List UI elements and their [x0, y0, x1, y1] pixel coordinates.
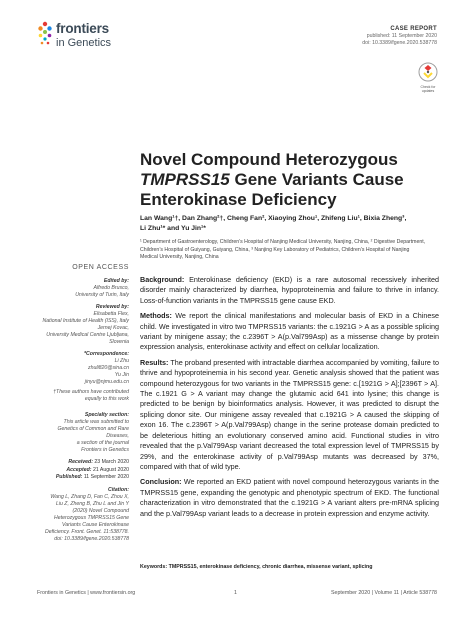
conclusion-text: We reported an EKD patient with novel compound heterozygous variants in the TMPRSS15 gene, expanding the genotypic and phenotypic spectrum of EKD. The functional characterization in vitro demonstrated that the c.1921G > A variant alters pre-mRNA splicing and the p.Val799Asp variant leads to a decrease in protein expression and enzyme activity.	[140, 477, 439, 518]
specialty-line: Frontiers in Genetics	[81, 447, 129, 453]
background-text: Enterokinase deficiency (EKD) is a rare autosomal recessively inherited disorder mainly characterized by diarrhea, hypoproteinemia and failure to thrive in infancy. Loss-of-function variants in the TMPRSS15 gene cause EKD.	[140, 275, 439, 305]
article-type: CASE REPORT	[390, 26, 437, 32]
article-title	[140, 150, 440, 210]
citation-line: Heterozygous TMPRSS15 Gene	[54, 514, 129, 521]
published-date-sidebar	[37, 474, 129, 482]
article-meta	[362, 25, 437, 47]
results-text: The proband presented with intractable diarrhea accompanied by vomiting, failure to thrive and hypoproteinemia in his second year. Genetic analysis showed that the patient was compound heterozygous for two variants in the TMPRSS15 gene: c.[1921G > A];[2396T > A]. The c.1921 G > A variant may change the glutamic acid 641 into lysine; this change is predicted to be benign by bioinformatics analysis. However, it was predicted to disrupt the splicing donor site. Our minigene assay revealed that c.1921G > A caused the skipping of exon 16. The c.2396T > A(p.Val799Asp) change in the serine protease domain predicted to be deleterious hitting an evolutionary conserved amino acid. Functional studies in vitro revealed that the p.Val799Asp variant decreased the total expression level of TMPRSS15 by 29%, and the enterokinase activity of p.Val799Asp mutants was decreased by 37%, compared with that of wild type.	[140, 357, 439, 471]
accepted-value: 21 August 2020	[92, 466, 129, 473]
specialty-line: a section of the journal	[76, 440, 129, 446]
citation-line: Wang L, Zhang D, Fan C, Zhou X,	[50, 493, 129, 500]
page-header	[0, 0, 474, 60]
citation-line: Deficiency. Front. Genet. 11:538778.	[44, 528, 129, 535]
crossmark-label: Check for updates	[420, 85, 436, 93]
page-footer	[37, 590, 437, 600]
published-date: published: 11 September 2020	[366, 33, 437, 39]
correspondence-email[interactable]: zhuli820@sina.cn	[87, 365, 129, 371]
accepted-label: Accepted:	[66, 466, 92, 473]
title-line1: Novel Compound Heterozygous	[140, 150, 398, 169]
footer-issue-info: September 2020 | Volume 11 | Article 538778	[330, 590, 437, 596]
specialty-line: This article was submitted to	[63, 419, 129, 425]
doi-link[interactable]: doi: 10.3389/fgene.2020.538778	[362, 40, 437, 46]
article-sidebar	[37, 263, 129, 543]
reviewed-by-label: Reviewed by:	[95, 304, 129, 310]
equal-contribution-note: †These authors have contributed	[53, 389, 129, 395]
logo-journal-text: in Genetics	[56, 37, 112, 49]
published-value: 11 September 2020	[83, 474, 129, 480]
specialty-line: Diseases,	[106, 433, 129, 439]
abstract-background	[140, 275, 439, 306]
abstract-conclusion	[140, 477, 439, 519]
correspondence-name: Yu Jin	[114, 372, 129, 378]
title-gene: TMPRSS15	[140, 170, 230, 189]
received-label: Received:	[68, 459, 93, 465]
affiliation-line: Children’s Hospital of Guiyang, Guiyang, China, ³ Nanjing Key Laboratory of Pediatrics, Children’s Hospital of Nanjing	[140, 246, 410, 253]
citation-line: Variants Cause Enterokinase	[62, 521, 129, 528]
logo-brand-text: frontiers	[56, 21, 109, 36]
reviewer-line: Jernej Kovac,	[97, 325, 129, 331]
equal-contribution-note: equally to this work	[84, 396, 129, 402]
page-number: 1	[234, 590, 237, 596]
footer-journal-link[interactable]: Frontiers in Genetics | www.frontiersin.org	[37, 590, 136, 596]
edited-by-label: Edited by:	[103, 278, 129, 284]
editor-line: Alfredo Brusco,	[93, 285, 129, 291]
specialty-section-label: Specialty section:	[84, 412, 129, 418]
reviewer-line: University Medical Centre Ljubljana,	[46, 332, 129, 338]
methods-heading: Methods:	[140, 311, 172, 321]
reviewer-line: Elisabetta Flex,	[93, 311, 129, 317]
conclusion-heading: Conclusion:	[140, 477, 182, 487]
affiliation-line: Medical University, Nanjing, China	[140, 254, 219, 260]
published-label: Published:	[55, 474, 83, 480]
authors-line2[interactable]: Li Zhu¹* and Yu Jin¹*	[140, 225, 206, 232]
methods-text: We report the clinical manifestations and molecular basis of EKD in a Chinese child. We investigated in vitro two TMPRSS15 variants: the c.1921G > A as a possible splicing variant by minigene assay; the c.2396T > A(p.Val799Asp) as a missense change by protein expression analysis, enterokinase activity and effect on cellular localization.	[140, 311, 439, 352]
specialty-line: Genetics of Common and Rare	[57, 426, 129, 432]
editor-line: University of Turin, Italy	[75, 292, 129, 298]
correspondence-email[interactable]: jinyu@njmu.edu.cn	[84, 379, 129, 385]
citation-line: (2020) Novel Compound	[72, 507, 129, 514]
author-list	[140, 214, 440, 234]
citation-label: Citation:	[107, 486, 129, 493]
open-access-label: OPEN ACCESS	[72, 264, 129, 271]
title-line3: Enterokinase Deficiency	[140, 190, 337, 209]
correspondence-label: *Correspondence:	[84, 351, 129, 357]
keywords-label: Keywords:	[140, 564, 168, 570]
abstract	[140, 275, 439, 524]
results-heading: Results:	[140, 357, 169, 367]
affiliation-line: ¹ Department of Gastroenterology, Children’s Hospital of Nanjing Medical University, Nanjing, China, ² Digestive Department,	[140, 239, 426, 245]
frontiers-logo[interactable]	[37, 21, 147, 51]
correspondence-name: Li Zhu	[114, 358, 129, 364]
received-date	[37, 459, 129, 467]
keywords-text: TMPRSS15, enterokinase deficiency, chronic diarrhea, missense variant, splicing	[168, 564, 373, 570]
background-heading: Background:	[140, 275, 185, 284]
abstract-methods	[140, 311, 439, 353]
reviewer-line: National Institute of Health (ISS), Italy	[42, 318, 129, 324]
accepted-date	[37, 467, 129, 475]
authors-line1[interactable]: Lan Wang¹†, Dan Zhang²†, Cheng Fan², Xiaoying Zhou¹, Zhifeng Liu¹, Bixia Zheng³,	[140, 215, 407, 222]
keywords	[140, 564, 439, 571]
crossmark-icon[interactable]	[418, 62, 438, 84]
frontiers-logo-mark-icon	[37, 21, 53, 47]
abstract-results	[140, 358, 439, 472]
reviewer-line: Slovenia	[109, 339, 129, 345]
title-line2: Gene Variants Cause	[229, 170, 404, 189]
citation-line: doi: 10.3389/fgene.2020.538778	[54, 535, 129, 542]
citation-line: Liu Z, Zheng B, Zhu L and Jin Y	[55, 500, 129, 507]
received-value: 23 March 2020	[94, 459, 129, 465]
affiliations	[140, 239, 440, 262]
